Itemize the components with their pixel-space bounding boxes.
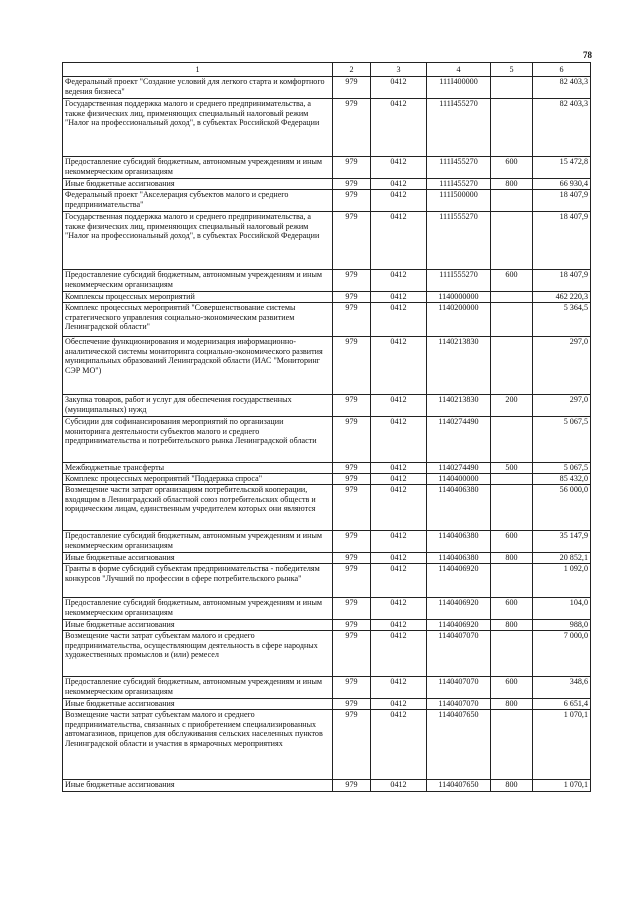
section-code: 0412 — [371, 270, 427, 292]
department-code: 979 — [333, 190, 371, 212]
section-code: 0412 — [371, 190, 427, 212]
department-code: 979 — [333, 699, 371, 710]
amount-cell: 104,0 — [533, 598, 591, 620]
expense-type-code — [491, 485, 533, 531]
amount-cell: 56 000,0 — [533, 485, 591, 531]
budget-item-name: Предоставление субсидий бюджетным, автономным учреждениям и иным некоммерческим организациям — [63, 531, 333, 553]
expense-type-code: 800 — [491, 179, 533, 190]
section-code: 0412 — [371, 179, 427, 190]
expense-type-code: 800 — [491, 620, 533, 631]
target-article-code: 1140213830 — [427, 337, 491, 395]
expense-type-code — [491, 564, 533, 598]
section-code: 0412 — [371, 699, 427, 710]
target-article-code: 111I455270 — [427, 179, 491, 190]
expense-type-code — [491, 190, 533, 212]
amount-cell: 297,0 — [533, 395, 591, 417]
target-article-code: 1140407070 — [427, 677, 491, 699]
target-article-code: 1140274490 — [427, 463, 491, 474]
table-row — [63, 395, 591, 417]
section-code: 0412 — [371, 292, 427, 303]
page-number: 78 — [583, 50, 592, 60]
budget-item-name: Возмещение части затрат субъектам малого и среднего предпринимательства, связанных с приобретением специализированных автомагазинов, прицепов для обслуживания сельских населенных пунктов Ленинградской области и участия в ярмарочных мероприятиях — [63, 710, 333, 780]
amount-cell: 7 000,0 — [533, 631, 591, 677]
budget-item-name: Возмещение части затрат организациям потребительской кооперации, входящим в Ленинградский областной союз потребительских обществ и юридическим лицам, единственным учредителем которых они являются — [63, 485, 333, 531]
section-code: 0412 — [371, 631, 427, 677]
budget-item-name: Комплекс процессных мероприятий "Совершенствование системы стратегического управления социально-экономическим развитием Ленинградской области" — [63, 303, 333, 337]
table-row — [63, 564, 591, 598]
department-code: 979 — [333, 710, 371, 780]
target-article-code: 1140406920 — [427, 598, 491, 620]
target-article-code: 1140213830 — [427, 395, 491, 417]
target-article-code: 1140407650 — [427, 710, 491, 780]
department-code: 979 — [333, 631, 371, 677]
amount-cell: 1 092,0 — [533, 564, 591, 598]
section-code: 0412 — [371, 598, 427, 620]
department-code: 979 — [333, 598, 371, 620]
expense-type-code: 600 — [491, 531, 533, 553]
department-code: 979 — [333, 485, 371, 531]
amount-cell: 348,6 — [533, 677, 591, 699]
table-row — [63, 270, 591, 292]
target-article-code: 1140406380 — [427, 531, 491, 553]
section-code: 0412 — [371, 677, 427, 699]
section-code: 0412 — [371, 395, 427, 417]
amount-cell: 18 407,9 — [533, 270, 591, 292]
table-row — [63, 417, 591, 463]
column-header: 3 — [371, 63, 427, 77]
target-article-code: 1140407650 — [427, 780, 491, 792]
amount-cell: 66 930,4 — [533, 179, 591, 190]
department-code: 979 — [333, 780, 371, 792]
budget-item-name: Иные бюджетные ассигнования — [63, 780, 333, 792]
budget-item-name: Иные бюджетные ассигнования — [63, 179, 333, 190]
table-row — [63, 303, 591, 337]
table-row — [63, 474, 591, 485]
expense-type-code: 600 — [491, 157, 533, 179]
budget-item-name: Предоставление субсидий бюджетным, автономным учреждениям и иным некоммерческим организациям — [63, 270, 333, 292]
amount-cell: 18 407,9 — [533, 190, 591, 212]
section-code: 0412 — [371, 99, 427, 157]
table-row — [63, 212, 591, 270]
expense-type-code: 800 — [491, 699, 533, 710]
section-code: 0412 — [371, 553, 427, 564]
table-row — [63, 337, 591, 395]
section-code: 0412 — [371, 417, 427, 463]
section-code: 0412 — [371, 77, 427, 99]
expense-type-code — [491, 710, 533, 780]
target-article-code: 1140274490 — [427, 417, 491, 463]
target-article-code: 1140407070 — [427, 699, 491, 710]
budget-item-name: Иные бюджетные ассигнования — [63, 553, 333, 564]
table-row — [63, 292, 591, 303]
column-header: 5 — [491, 63, 533, 77]
department-code: 979 — [333, 395, 371, 417]
expense-type-code: 600 — [491, 598, 533, 620]
expense-type-code — [491, 212, 533, 270]
expense-type-code — [491, 292, 533, 303]
table-row — [63, 780, 591, 792]
section-code: 0412 — [371, 157, 427, 179]
budget-item-name: Обеспечение функционирования и модернизация информационно-аналитической системы мониторинга социально-экономического развития муниципальных образований Ленинградской области (ИАС "Мониторинг СЭР МО") — [63, 337, 333, 395]
department-code: 979 — [333, 553, 371, 564]
expense-type-code: 800 — [491, 553, 533, 564]
department-code: 979 — [333, 99, 371, 157]
department-code: 979 — [333, 564, 371, 598]
department-code: 979 — [333, 303, 371, 337]
section-code: 0412 — [371, 474, 427, 485]
table-row — [63, 631, 591, 677]
department-code: 979 — [333, 531, 371, 553]
department-code: 979 — [333, 77, 371, 99]
amount-cell: 6 651,4 — [533, 699, 591, 710]
amount-cell: 18 407,9 — [533, 212, 591, 270]
budget-item-name: Межбюджетные трансферты — [63, 463, 333, 474]
amount-cell: 297,0 — [533, 337, 591, 395]
budget-item-name: Комплекс процессных мероприятий "Поддержка спроса" — [63, 474, 333, 485]
amount-cell: 15 472,8 — [533, 157, 591, 179]
amount-cell: 82 403,3 — [533, 77, 591, 99]
table-row — [63, 190, 591, 212]
table-row — [63, 710, 591, 780]
table-row — [63, 620, 591, 631]
department-code: 979 — [333, 620, 371, 631]
section-code: 0412 — [371, 337, 427, 395]
budget-item-name: Иные бюджетные ассигнования — [63, 620, 333, 631]
target-article-code: 111I500000 — [427, 190, 491, 212]
amount-cell: 5 364,5 — [533, 303, 591, 337]
budget-item-name: Государственная поддержка малого и среднего предпринимательства, а также физических лиц, применяющих специальный налоговый режим "Налог на профессиональный доход", в субъектах Российской Федерации — [63, 99, 333, 157]
budget-item-name: Предоставление субсидий бюджетным, автономным учреждениям и иным некоммерческим организациям — [63, 157, 333, 179]
section-code: 0412 — [371, 531, 427, 553]
target-article-code: 1140406380 — [427, 485, 491, 531]
table-row — [63, 157, 591, 179]
table-row — [63, 553, 591, 564]
table-header-row — [63, 63, 591, 77]
expense-type-code: 600 — [491, 677, 533, 699]
table-row — [63, 699, 591, 710]
expense-type-code — [491, 303, 533, 337]
budget-item-name: Предоставление субсидий бюджетным, автономным учреждениям и иным некоммерческим организациям — [63, 598, 333, 620]
amount-cell: 5 067,5 — [533, 463, 591, 474]
expense-type-code: 600 — [491, 270, 533, 292]
amount-cell: 988,0 — [533, 620, 591, 631]
target-article-code: 111I555270 — [427, 212, 491, 270]
budget-item-name: Федеральный проект "Акселерация субъектов малого и среднего предпринимательства" — [63, 190, 333, 212]
department-code: 979 — [333, 463, 371, 474]
amount-cell: 1 070,1 — [533, 710, 591, 780]
section-code: 0412 — [371, 620, 427, 631]
section-code: 0412 — [371, 303, 427, 337]
section-code: 0412 — [371, 564, 427, 598]
table-row — [63, 531, 591, 553]
expense-type-code — [491, 77, 533, 99]
table-row — [63, 598, 591, 620]
target-article-code: 1140400000 — [427, 474, 491, 485]
expense-type-code — [491, 337, 533, 395]
department-code: 979 — [333, 157, 371, 179]
amount-cell: 35 147,9 — [533, 531, 591, 553]
amount-cell: 85 432,0 — [533, 474, 591, 485]
department-code: 979 — [333, 270, 371, 292]
table-row — [63, 677, 591, 699]
department-code: 979 — [333, 212, 371, 270]
table-row — [63, 485, 591, 531]
department-code: 979 — [333, 337, 371, 395]
target-article-code: 1140000000 — [427, 292, 491, 303]
table-row — [63, 77, 591, 99]
section-code: 0412 — [371, 710, 427, 780]
expense-type-code: 800 — [491, 780, 533, 792]
table-row — [63, 179, 591, 190]
target-article-code: 1140406920 — [427, 564, 491, 598]
target-article-code: 1140406920 — [427, 620, 491, 631]
amount-cell: 1 070,1 — [533, 780, 591, 792]
budget-item-name: Гранты в форме субсидий субъектам предпринимательства - победителям конкурсов "Лучший по профессии в сфере потребительского рынка" — [63, 564, 333, 598]
target-article-code: 111I555270 — [427, 270, 491, 292]
column-header: 2 — [333, 63, 371, 77]
budget-item-name: Федеральный проект "Создание условий для легкого старта и комфортного ведения бизнеса" — [63, 77, 333, 99]
budget-item-name: Предоставление субсидий бюджетным, автономным учреждениям и иным некоммерческим организациям — [63, 677, 333, 699]
amount-cell: 82 403,3 — [533, 99, 591, 157]
expense-type-code — [491, 474, 533, 485]
department-code: 979 — [333, 417, 371, 463]
column-header: 4 — [427, 63, 491, 77]
column-header: 6 — [533, 63, 591, 77]
column-header: 1 — [63, 63, 333, 77]
department-code: 979 — [333, 474, 371, 485]
section-code: 0412 — [371, 463, 427, 474]
table-row — [63, 99, 591, 157]
table-body — [63, 77, 591, 792]
amount-cell: 462 220,3 — [533, 292, 591, 303]
section-code: 0412 — [371, 485, 427, 531]
target-article-code: 111I455270 — [427, 99, 491, 157]
amount-cell: 5 067,5 — [533, 417, 591, 463]
budget-item-name: Комплексы процессных мероприятий — [63, 292, 333, 303]
expense-type-code: 200 — [491, 395, 533, 417]
budget-item-name: Возмещение части затрат субъектам малого и среднего предпринимательства, осуществляющим деятельность в сфере народных художественных промыслов и (или) ремесел — [63, 631, 333, 677]
budget-item-name: Иные бюджетные ассигнования — [63, 699, 333, 710]
target-article-code: 111I400000 — [427, 77, 491, 99]
expense-type-code: 500 — [491, 463, 533, 474]
department-code: 979 — [333, 292, 371, 303]
section-code: 0412 — [371, 780, 427, 792]
budget-item-name: Закупка товаров, работ и услуг для обеспечения государственных (муниципальных) нужд — [63, 395, 333, 417]
department-code: 979 — [333, 677, 371, 699]
target-article-code: 1140407070 — [427, 631, 491, 677]
section-code: 0412 — [371, 212, 427, 270]
budget-item-name: Субсидии для софинансирования мероприятий по организации мониторинга деятельности субъектов малого и среднего предпринимательства и потребительского рынка Ленинградской области — [63, 417, 333, 463]
target-article-code: 1140406380 — [427, 553, 491, 564]
table-row — [63, 463, 591, 474]
budget-table — [62, 62, 591, 792]
target-article-code: 1140200000 — [427, 303, 491, 337]
department-code: 979 — [333, 179, 371, 190]
target-article-code: 111I455270 — [427, 157, 491, 179]
expense-type-code — [491, 631, 533, 677]
budget-item-name: Государственная поддержка малого и среднего предпринимательства, а также физических лиц, применяющих специальный налоговый режим "Налог на профессиональный доход", в субъектах Российской Федерации — [63, 212, 333, 270]
expense-type-code — [491, 417, 533, 463]
expense-type-code — [491, 99, 533, 157]
amount-cell: 20 852,1 — [533, 553, 591, 564]
